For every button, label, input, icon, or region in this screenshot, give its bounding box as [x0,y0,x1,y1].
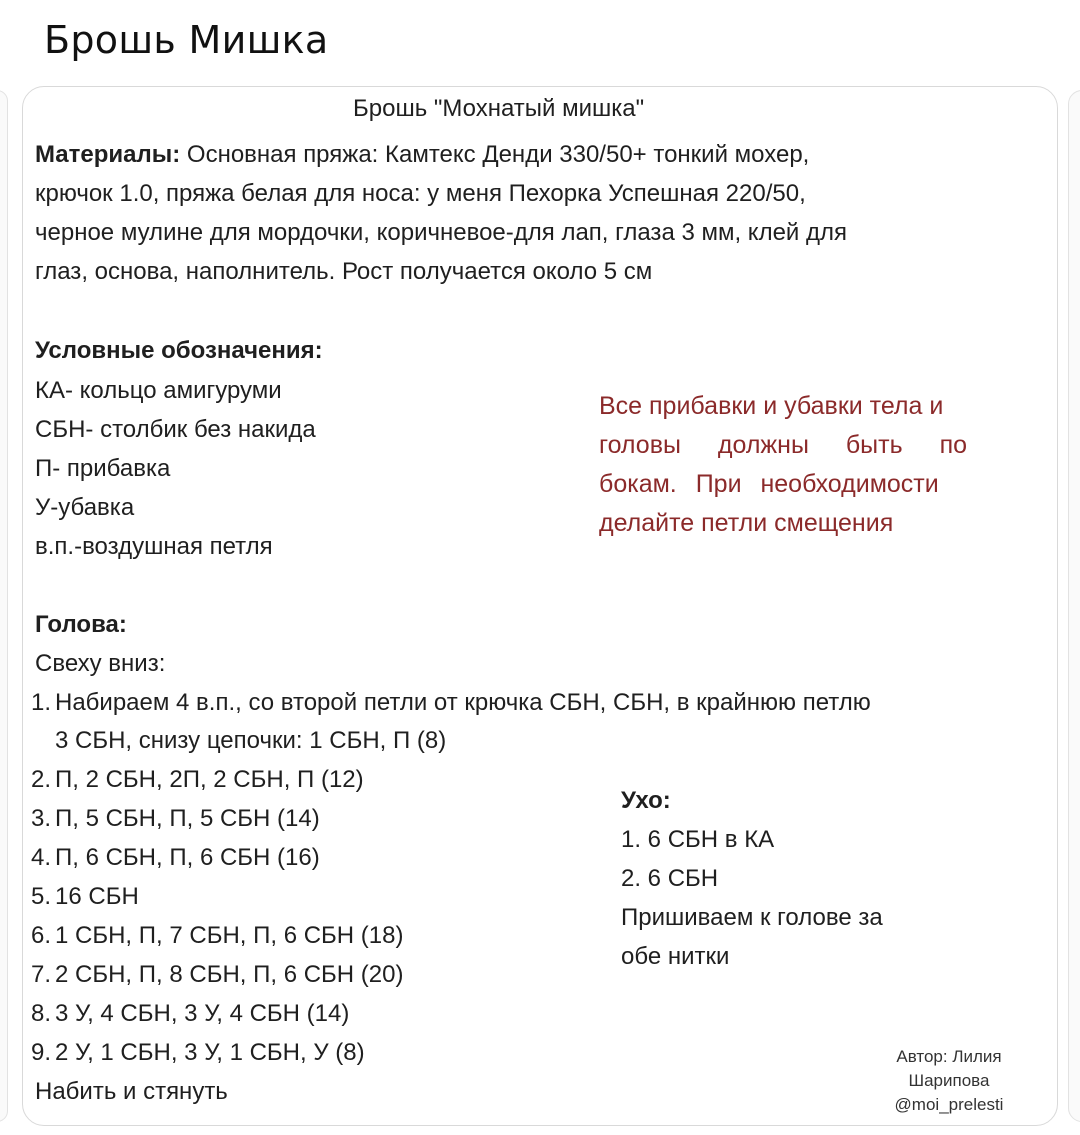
author-handle: @moi_prelesti [894,1095,1004,1114]
head-row: 4. П, 6 СБН, П, 6 СБН (16) [30,844,320,871]
legend-item: в.п.-воздушная петля [35,533,273,560]
head-row: 3 СБН, снизу цепочки: 1 СБН, П (8) [55,727,447,754]
author-line: Шарипова [908,1071,990,1090]
materials-line-2: крючок 1.0, пряжа белая для носа: у меня Пехорка Успешная 220/50, [35,180,806,207]
post-title: Брошь Мишка [44,18,329,62]
previous-card-edge[interactable] [0,90,8,1122]
ear-note-line: обе нитки [621,943,730,970]
materials-label: Материалы: [35,141,181,168]
ear-note-line: Пришиваем к голове за [621,904,883,931]
head-row: 3. П, 5 СБН, П, 5 СБН (14) [30,805,320,832]
ear-row: 2. 6 СБН [621,865,719,892]
next-card-edge[interactable] [1068,90,1080,1122]
legend-heading: Условные обозначения: [35,337,323,364]
legend-item: КА- кольцо амигуруми [35,377,282,404]
author-credit [869,1045,1029,1117]
note-line: Все прибавки и убавки тела и [599,392,944,420]
head-row: 6. 1 СБН, П, 7 СБН, П, 6 СБН (18) [30,922,404,949]
card-title: Брошь "Мохнатый мишка" [353,95,645,122]
note-line: бокам. При необходимости [599,470,939,498]
head-row: 5. 16 СБН [30,883,139,910]
head-row: 9. 2 У, 1 СБН, 3 У, 1 СБН, У (8) [30,1039,365,1066]
note-line: головы должны быть по [599,431,968,459]
head-subheading: Свеху вниз: [35,650,166,677]
legend-item: У-убавка [35,494,135,521]
legend-item: СБН- столбик без накида [35,416,316,443]
materials-line-1 [35,141,809,169]
head-heading: Голова: [35,611,127,638]
author-line: Автор: Лилия [896,1047,1002,1066]
head-end: Набить и стянуть [35,1078,228,1105]
head-row: 7. 2 СБН, П, 8 СБН, П, 6 СБН (20) [30,961,404,988]
head-row: 8. 3 У, 4 СБН, 3 У, 4 СБН (14) [30,1000,350,1027]
note-line: делайте петли смещения [599,509,894,537]
head-row: 1. Набираем 4 в.п., со второй петли от крючка СБН, СБН, в крайнюю петлю [30,689,871,716]
head-row: 2. П, 2 СБН, 2П, 2 СБН, П (12) [30,766,364,793]
pattern-card-image[interactable] [22,86,1058,1126]
ear-row: 1. 6 СБН в КА [621,826,775,853]
materials-line-4: глаз, основа, наполнитель. Рост получается около 5 см [35,258,653,285]
ear-heading: Ухо: [621,787,671,814]
materials-text: Основная пряжа: Камтекс Денди 330/50+ тонкий мохер, [180,141,810,168]
materials-line-3: черное мулине для мордочки, коричневое-для лап, глаза 3 мм, клей для [35,219,848,246]
legend-item: П- прибавка [35,455,171,482]
